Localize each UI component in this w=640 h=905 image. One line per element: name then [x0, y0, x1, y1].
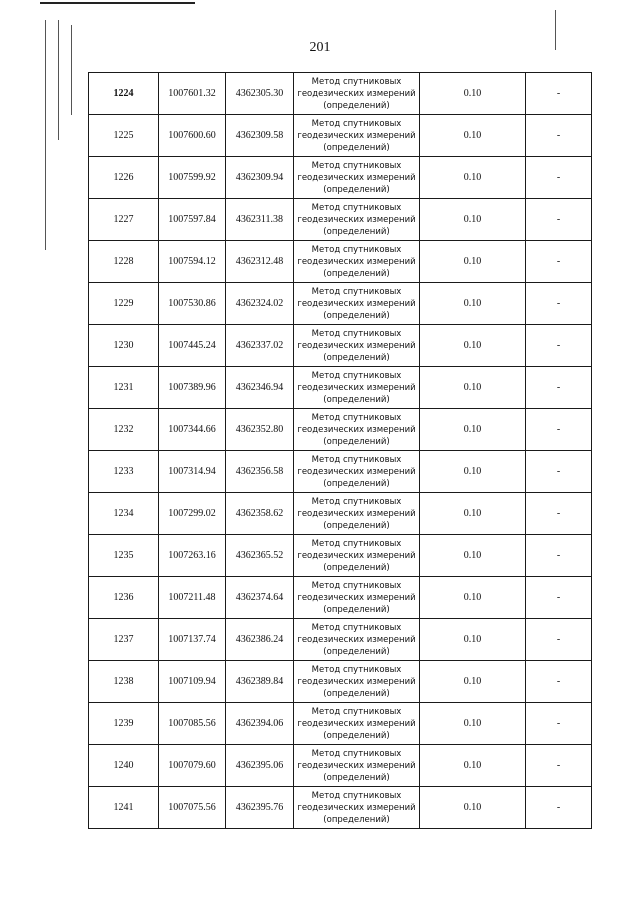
- note-cell: -: [526, 535, 592, 577]
- x-coordinate-cell: 1007594.12: [159, 241, 226, 283]
- method-line: (определений): [323, 226, 390, 237]
- method-line: Метод спутниковых: [311, 706, 402, 717]
- method-cell: [294, 367, 420, 409]
- accuracy-cell: 0.10: [420, 73, 526, 115]
- scan-artifact-top-line: [40, 2, 195, 4]
- method-line: геодезических измерений: [297, 550, 416, 561]
- point-number-cell: 1230: [89, 325, 159, 367]
- point-number-cell: 1231: [89, 367, 159, 409]
- method-line: геодезических измерений: [297, 382, 416, 393]
- method-cell: [294, 241, 420, 283]
- method-line: Метод спутниковых: [311, 580, 402, 591]
- method-line: Метод спутниковых: [311, 790, 402, 801]
- method-line: Метод спутниковых: [311, 244, 402, 255]
- method-line: геодезических измерений: [297, 424, 416, 435]
- table-row: [89, 745, 592, 787]
- table-row: [89, 619, 592, 661]
- method-line: геодезических измерений: [297, 508, 416, 519]
- method-cell: [294, 199, 420, 241]
- accuracy-cell: 0.10: [420, 535, 526, 577]
- method-line: Метод спутниковых: [311, 454, 402, 465]
- x-coordinate-cell: 1007137.74: [159, 619, 226, 661]
- x-coordinate-cell: 1007263.16: [159, 535, 226, 577]
- y-coordinate-cell: 4362311.38: [226, 199, 294, 241]
- page-number: 201: [309, 40, 331, 55]
- table-row: [89, 451, 592, 493]
- table-row: [89, 493, 592, 535]
- accuracy-cell: 0.10: [420, 283, 526, 325]
- x-coordinate-cell: 1007445.24: [159, 325, 226, 367]
- x-coordinate-cell: 1007389.96: [159, 367, 226, 409]
- method-line: Метод спутниковых: [311, 496, 402, 507]
- accuracy-cell: 0.10: [420, 115, 526, 157]
- x-coordinate-cell: 1007314.94: [159, 451, 226, 493]
- method-cell: [294, 451, 420, 493]
- y-coordinate-cell: 4362309.94: [226, 157, 294, 199]
- table-row: [89, 241, 592, 283]
- note-cell: -: [526, 703, 592, 745]
- x-coordinate-cell: 1007109.94: [159, 661, 226, 703]
- note-cell: -: [526, 157, 592, 199]
- point-number-cell: 1229: [89, 283, 159, 325]
- method-line: (определений): [323, 562, 390, 573]
- point-number-cell: 1227: [89, 199, 159, 241]
- accuracy-cell: 0.10: [420, 703, 526, 745]
- method-line: Метод спутниковых: [311, 748, 402, 759]
- method-line: геодезических измерений: [297, 592, 416, 603]
- note-cell: -: [526, 73, 592, 115]
- table-row: [89, 73, 592, 115]
- method-line: Метод спутниковых: [311, 370, 402, 381]
- note-cell: -: [526, 115, 592, 157]
- method-line: Метод спутниковых: [311, 538, 402, 549]
- x-coordinate-cell: 1007085.56: [159, 703, 226, 745]
- method-cell: [294, 157, 420, 199]
- table-row: [89, 325, 592, 367]
- method-line: Метод спутниковых: [311, 76, 402, 87]
- point-number-cell: 1224: [89, 73, 159, 115]
- method-cell: [294, 283, 420, 325]
- method-cell: [294, 493, 420, 535]
- note-cell: -: [526, 787, 592, 829]
- table-row: [89, 535, 592, 577]
- accuracy-cell: 0.10: [420, 619, 526, 661]
- method-line: геодезических измерений: [297, 802, 416, 813]
- method-cell: [294, 745, 420, 787]
- method-line: геодезических измерений: [297, 298, 416, 309]
- accuracy-cell: 0.10: [420, 451, 526, 493]
- method-cell: [294, 535, 420, 577]
- accuracy-cell: 0.10: [420, 199, 526, 241]
- note-cell: -: [526, 199, 592, 241]
- method-line: (определений): [323, 352, 390, 363]
- method-line: Метод спутниковых: [311, 664, 402, 675]
- x-coordinate-cell: 1007344.66: [159, 409, 226, 451]
- method-line: (определений): [323, 436, 390, 447]
- method-line: (определений): [323, 394, 390, 405]
- method-line: геодезических измерений: [297, 88, 416, 99]
- accuracy-cell: 0.10: [420, 577, 526, 619]
- method-cell: [294, 787, 420, 829]
- x-coordinate-cell: 1007601.32: [159, 73, 226, 115]
- y-coordinate-cell: 4362309.58: [226, 115, 294, 157]
- point-number-cell: 1233: [89, 451, 159, 493]
- accuracy-cell: 0.10: [420, 157, 526, 199]
- y-coordinate-cell: 4362352.80: [226, 409, 294, 451]
- note-cell: -: [526, 367, 592, 409]
- method-line: (определений): [323, 268, 390, 279]
- y-coordinate-cell: 4362394.06: [226, 703, 294, 745]
- accuracy-cell: 0.10: [420, 367, 526, 409]
- point-number-cell: 1237: [89, 619, 159, 661]
- note-cell: -: [526, 325, 592, 367]
- method-cell: [294, 619, 420, 661]
- y-coordinate-cell: 4362386.24: [226, 619, 294, 661]
- method-line: (определений): [323, 310, 390, 321]
- method-line: Метод спутниковых: [311, 412, 402, 423]
- note-cell: -: [526, 745, 592, 787]
- method-line: (определений): [323, 772, 390, 783]
- method-cell: [294, 703, 420, 745]
- point-number-cell: 1232: [89, 409, 159, 451]
- note-cell: -: [526, 493, 592, 535]
- method-line: (определений): [323, 184, 390, 195]
- y-coordinate-cell: 4362324.02: [226, 283, 294, 325]
- y-coordinate-cell: 4362305.30: [226, 73, 294, 115]
- x-coordinate-cell: 1007299.02: [159, 493, 226, 535]
- x-coordinate-cell: 1007211.48: [159, 577, 226, 619]
- accuracy-cell: 0.10: [420, 241, 526, 283]
- scan-artifact-left-mark: [71, 25, 72, 115]
- accuracy-cell: 0.10: [420, 325, 526, 367]
- method-line: (определений): [323, 730, 390, 741]
- table-row: [89, 157, 592, 199]
- method-line: Метод спутниковых: [311, 202, 402, 213]
- table-row: [89, 199, 592, 241]
- point-number-cell: 1239: [89, 703, 159, 745]
- note-cell: -: [526, 661, 592, 703]
- point-number-cell: 1226: [89, 157, 159, 199]
- scan-artifact-left-mark: [58, 20, 59, 140]
- method-line: Метод спутниковых: [311, 160, 402, 171]
- note-cell: -: [526, 451, 592, 493]
- point-number-cell: 1240: [89, 745, 159, 787]
- note-cell: -: [526, 283, 592, 325]
- table-row: [89, 367, 592, 409]
- table-row: [89, 409, 592, 451]
- y-coordinate-cell: 4362356.58: [226, 451, 294, 493]
- y-coordinate-cell: 4362395.76: [226, 787, 294, 829]
- y-coordinate-cell: 4362374.64: [226, 577, 294, 619]
- point-number-cell: 1236: [89, 577, 159, 619]
- method-line: геодезических измерений: [297, 676, 416, 687]
- y-coordinate-cell: 4362346.94: [226, 367, 294, 409]
- table-row: [89, 787, 592, 829]
- method-line: геодезических измерений: [297, 256, 416, 267]
- method-line: геодезических измерений: [297, 634, 416, 645]
- x-coordinate-cell: 1007079.60: [159, 745, 226, 787]
- point-number-cell: 1225: [89, 115, 159, 157]
- x-coordinate-cell: 1007599.92: [159, 157, 226, 199]
- method-cell: [294, 409, 420, 451]
- method-line: (определений): [323, 688, 390, 699]
- accuracy-cell: 0.10: [420, 787, 526, 829]
- method-cell: [294, 73, 420, 115]
- y-coordinate-cell: 4362312.48: [226, 241, 294, 283]
- note-cell: -: [526, 577, 592, 619]
- method-line: Метод спутниковых: [311, 622, 402, 633]
- y-coordinate-cell: 4362389.84: [226, 661, 294, 703]
- note-cell: -: [526, 409, 592, 451]
- y-coordinate-cell: 4362358.62: [226, 493, 294, 535]
- table-row: [89, 283, 592, 325]
- method-line: Метод спутниковых: [311, 328, 402, 339]
- method-cell: [294, 661, 420, 703]
- y-coordinate-cell: 4362365.52: [226, 535, 294, 577]
- table-row: [89, 577, 592, 619]
- y-coordinate-cell: 4362337.02: [226, 325, 294, 367]
- method-line: (определений): [323, 646, 390, 657]
- point-number-cell: 1228: [89, 241, 159, 283]
- method-line: геодезических измерений: [297, 172, 416, 183]
- method-line: (определений): [323, 814, 390, 825]
- x-coordinate-cell: 1007597.84: [159, 199, 226, 241]
- table-row: [89, 115, 592, 157]
- y-coordinate-cell: 4362395.06: [226, 745, 294, 787]
- table-body: [89, 73, 592, 829]
- method-cell: [294, 577, 420, 619]
- table-row: [89, 703, 592, 745]
- method-line: (определений): [323, 478, 390, 489]
- point-number-cell: 1238: [89, 661, 159, 703]
- x-coordinate-cell: 1007075.56: [159, 787, 226, 829]
- method-line: геодезических измерений: [297, 718, 416, 729]
- point-number-cell: 1241: [89, 787, 159, 829]
- method-line: (определений): [323, 520, 390, 531]
- coordinates-table: [88, 72, 592, 829]
- accuracy-cell: 0.10: [420, 661, 526, 703]
- method-line: геодезических измерений: [297, 760, 416, 771]
- method-line: геодезических измерений: [297, 466, 416, 477]
- method-cell: [294, 115, 420, 157]
- accuracy-cell: 0.10: [420, 493, 526, 535]
- accuracy-cell: 0.10: [420, 409, 526, 451]
- accuracy-cell: 0.10: [420, 745, 526, 787]
- method-line: (определений): [323, 100, 390, 111]
- point-number-cell: 1235: [89, 535, 159, 577]
- x-coordinate-cell: 1007600.60: [159, 115, 226, 157]
- table-row: [89, 661, 592, 703]
- x-coordinate-cell: 1007530.86: [159, 283, 226, 325]
- point-number-cell: 1234: [89, 493, 159, 535]
- method-line: (определений): [323, 604, 390, 615]
- note-cell: -: [526, 241, 592, 283]
- method-cell: [294, 325, 420, 367]
- method-line: Метод спутниковых: [311, 286, 402, 297]
- method-line: геодезических измерений: [297, 130, 416, 141]
- method-line: (определений): [323, 142, 390, 153]
- method-line: Метод спутниковых: [311, 118, 402, 129]
- note-cell: -: [526, 619, 592, 661]
- method-line: геодезических измерений: [297, 214, 416, 225]
- method-line: геодезических измерений: [297, 340, 416, 351]
